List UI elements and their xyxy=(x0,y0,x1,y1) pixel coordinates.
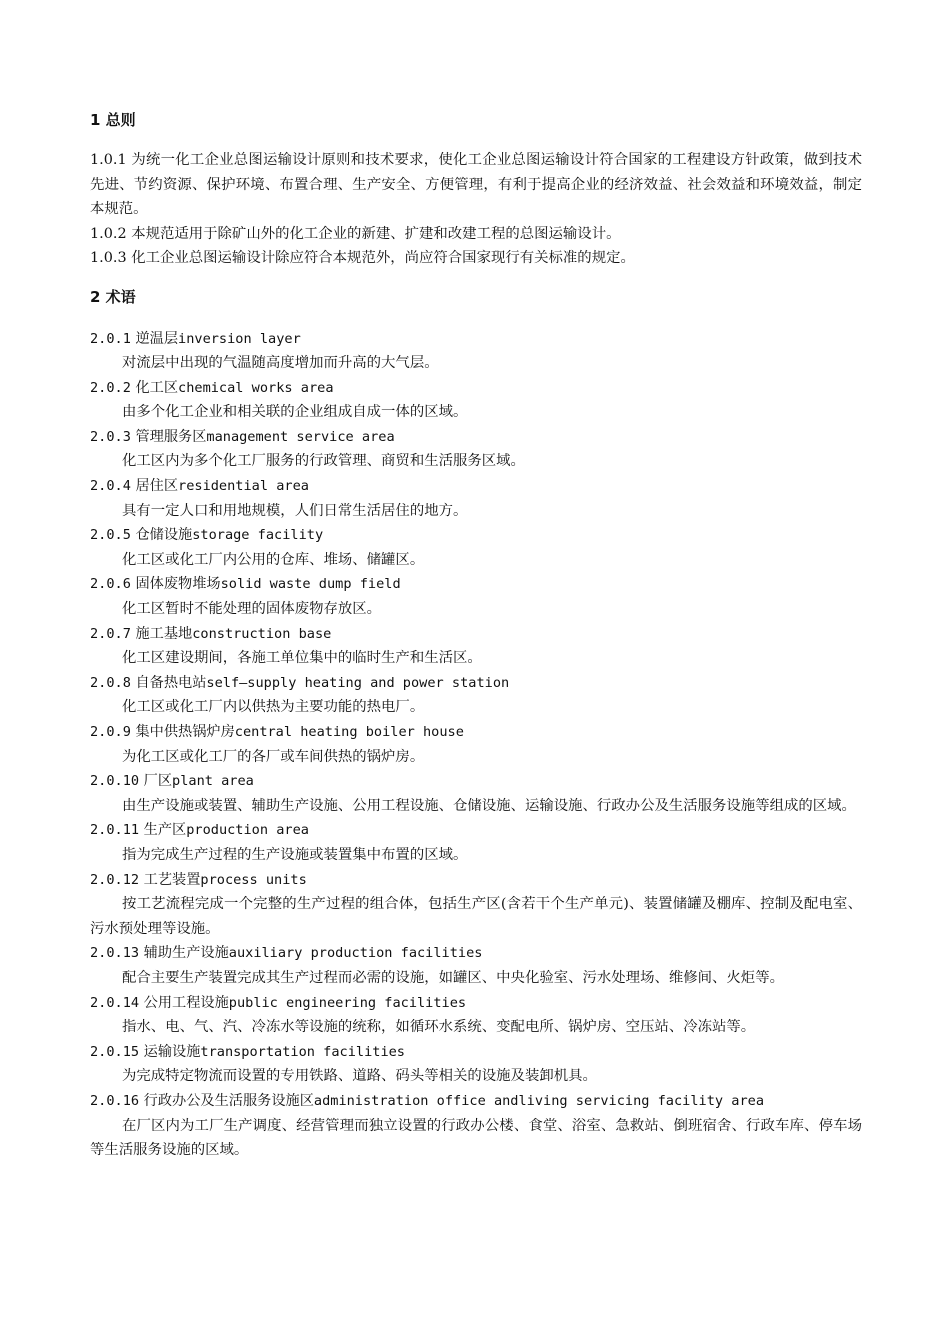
term-entry xyxy=(90,1040,862,1089)
term-name: 生产区 xyxy=(143,822,187,839)
term-entry xyxy=(90,818,862,867)
term-english: self—supply heating and power station xyxy=(206,674,510,691)
term-number: 2.0.9 xyxy=(90,724,131,740)
term-number: 2.0.5 xyxy=(90,527,131,544)
term-definition: 为化工区或化工厂的各厂或车间供热的锅炉房。 xyxy=(122,748,425,765)
term-entry xyxy=(90,941,862,990)
section-title-terms: 2 术语 xyxy=(90,287,136,306)
term-heading xyxy=(90,868,862,893)
term-definition: 化工区或化工厂内以供热为主要功能的热电厂。 xyxy=(122,699,425,716)
term-english: storage facility xyxy=(192,527,324,544)
term-heading xyxy=(90,941,862,966)
term-heading xyxy=(90,474,862,499)
term-heading xyxy=(90,769,862,794)
term-name: 辅助生产设施 xyxy=(143,945,229,962)
term-heading xyxy=(90,991,862,1016)
term-name: 自备热电站 xyxy=(135,674,207,691)
term-number: 2.0.1 xyxy=(90,330,131,347)
term-english: administration office andliving servicing facility area xyxy=(313,1092,765,1109)
term-english: solid waste dump field xyxy=(220,576,401,593)
term-english: management service area xyxy=(206,428,395,445)
document-page xyxy=(90,108,862,1163)
term-name: 运输设施 xyxy=(143,1043,201,1060)
term-number: 2.0.7 xyxy=(90,625,131,642)
term-number: 2.0.16 xyxy=(90,1092,140,1109)
term-english: construction base xyxy=(192,625,332,642)
term-name: 固体废物堆场 xyxy=(135,576,221,593)
term-number: 2.0.13 xyxy=(90,945,140,962)
term-entry xyxy=(90,671,862,720)
term-definition: 按工艺流程完成一个完整的生产过程的组合体，包括生产区(含若干个生产单元)、装置储罐及棚库、控制及配电室、污水预处理等设施。 xyxy=(90,896,862,937)
term-name: 化工区 xyxy=(135,379,179,396)
term-definition: 具有一定人口和用地规模，人们日常生活居住的地方。 xyxy=(122,502,468,519)
term-number: 2.0.12 xyxy=(90,871,140,888)
term-number: 2.0.8 xyxy=(90,674,131,691)
term-entry xyxy=(90,327,862,376)
section-title-general: 1 总则 xyxy=(90,111,136,129)
term-heading xyxy=(90,425,862,450)
term-definition: 为完成特定物流而设置的专用铁路、道路、码头等相关的设施及装卸机具。 xyxy=(122,1068,597,1085)
term-entry xyxy=(90,1089,862,1163)
term-heading xyxy=(90,622,862,647)
term-number: 2.0.2 xyxy=(90,379,131,396)
term-definition: 化工区暂时不能处理的固体废物存放区。 xyxy=(122,601,382,618)
term-number: 2.0.6 xyxy=(90,576,131,593)
term-english: chemical works area xyxy=(178,379,334,396)
term-english: process units xyxy=(200,871,307,888)
term-english: plant area xyxy=(172,773,254,790)
term-entry xyxy=(90,572,862,621)
term-english: central heating boiler house xyxy=(234,724,464,740)
term-english: public engineering facilities xyxy=(228,994,467,1011)
term-name: 施工基地 xyxy=(135,625,193,642)
term-english: residential area xyxy=(178,478,309,495)
term-number: 2.0.14 xyxy=(90,994,140,1011)
term-definition: 化工区内为多个化工厂服务的行政管理、商贸和生活服务区域。 xyxy=(122,453,525,470)
term-heading xyxy=(90,523,862,548)
term-english: auxiliary production facilities xyxy=(228,945,483,962)
term-number: 2.0.4 xyxy=(90,478,131,495)
term-name: 逆温层 xyxy=(135,330,179,347)
term-entry xyxy=(90,523,862,572)
term-entry xyxy=(90,376,862,425)
term-number: 2.0.10 xyxy=(90,773,140,790)
term-entry xyxy=(90,720,862,769)
term-english: production area xyxy=(186,822,309,839)
term-heading xyxy=(90,327,862,352)
term-definition: 化工区建设期间，各施工单位集中的临时生产和生活区。 xyxy=(122,650,482,667)
term-heading xyxy=(90,1089,862,1114)
term-english: transportation facilities xyxy=(200,1043,405,1060)
term-definition: 由多个化工企业和相关联的企业组成自成一体的区域。 xyxy=(122,404,468,421)
term-name: 公用工程设施 xyxy=(143,994,229,1011)
clause-1-0-1: 1.0.1 为统一化工企业总图运输设计原则和技术要求，使化工企业总图运输设计符合国家的工程建设方针政策，做到技术先进、节约资源、保护环境、布置合理、生产安全、方便管理，有利于提高企业的经济效益、社会效益和环境效益，制定本规范。 xyxy=(90,152,862,217)
term-definition: 配合主要生产装置完成其生产过程而必需的设施，如罐区、中央化验室、污水处理场、维修间、火炬等。 xyxy=(122,969,784,986)
term-heading xyxy=(90,1040,862,1065)
term-entry xyxy=(90,425,862,474)
term-definition: 化工区或化工厂内公用的仓库、堆场、储罐区。 xyxy=(122,551,425,568)
term-name: 工艺装置 xyxy=(143,871,201,888)
term-definition: 在厂区内为工厂生产调度、经营管理而独立设置的行政办公楼、食堂、浴室、急救站、倒班宿舍、行政车库、停车场等生活服务设施的区域。 xyxy=(90,1117,862,1159)
term-entry xyxy=(90,868,862,942)
terms-list xyxy=(90,327,862,1163)
term-definition: 对流层中出现的气温随高度增加而升高的大气层。 xyxy=(122,355,439,372)
term-entry xyxy=(90,474,862,523)
term-heading xyxy=(90,720,862,745)
term-name: 管理服务区 xyxy=(135,428,207,445)
term-name: 行政办公及生活服务设施区 xyxy=(143,1092,314,1109)
term-name: 居住区 xyxy=(135,478,179,495)
term-number: 2.0.3 xyxy=(90,428,131,445)
term-definition: 指为完成生产过程的生产设施或装置集中布置的区域。 xyxy=(122,846,468,863)
term-heading xyxy=(90,376,862,401)
term-heading xyxy=(90,572,862,597)
term-entry xyxy=(90,622,862,671)
term-entry xyxy=(90,769,862,818)
term-definition: 由生产设施或装置、辅助生产设施、公用工程设施、仓储设施、运输设施、行政办公及生活服务设施等组成的区域。 xyxy=(122,797,856,814)
clause-1-0-3: 1.0.3 化工企业总图运输设计除应符合本规范外，尚应符合国家现行有关标准的规定。 xyxy=(90,250,635,266)
clause-1-0-2: 1.0.2 本规范适用于除矿山外的化工企业的新建、扩建和改建工程的总图运输设计。 xyxy=(90,225,621,242)
term-number: 2.0.15 xyxy=(90,1043,140,1060)
term-heading xyxy=(90,818,862,843)
term-heading xyxy=(90,671,862,696)
term-name: 集中供热锅炉房 xyxy=(135,724,235,740)
term-name: 厂区 xyxy=(143,773,173,790)
term-number: 2.0.11 xyxy=(90,822,140,839)
term-definition: 指水、电、气、汽、冷冻水等设施的统称，如循环水系统、变配电所、锅炉房、空压站、冷冻站等。 xyxy=(122,1019,756,1036)
term-english: inversion layer xyxy=(178,330,301,347)
term-entry xyxy=(90,991,862,1040)
term-name: 仓储设施 xyxy=(135,527,193,544)
